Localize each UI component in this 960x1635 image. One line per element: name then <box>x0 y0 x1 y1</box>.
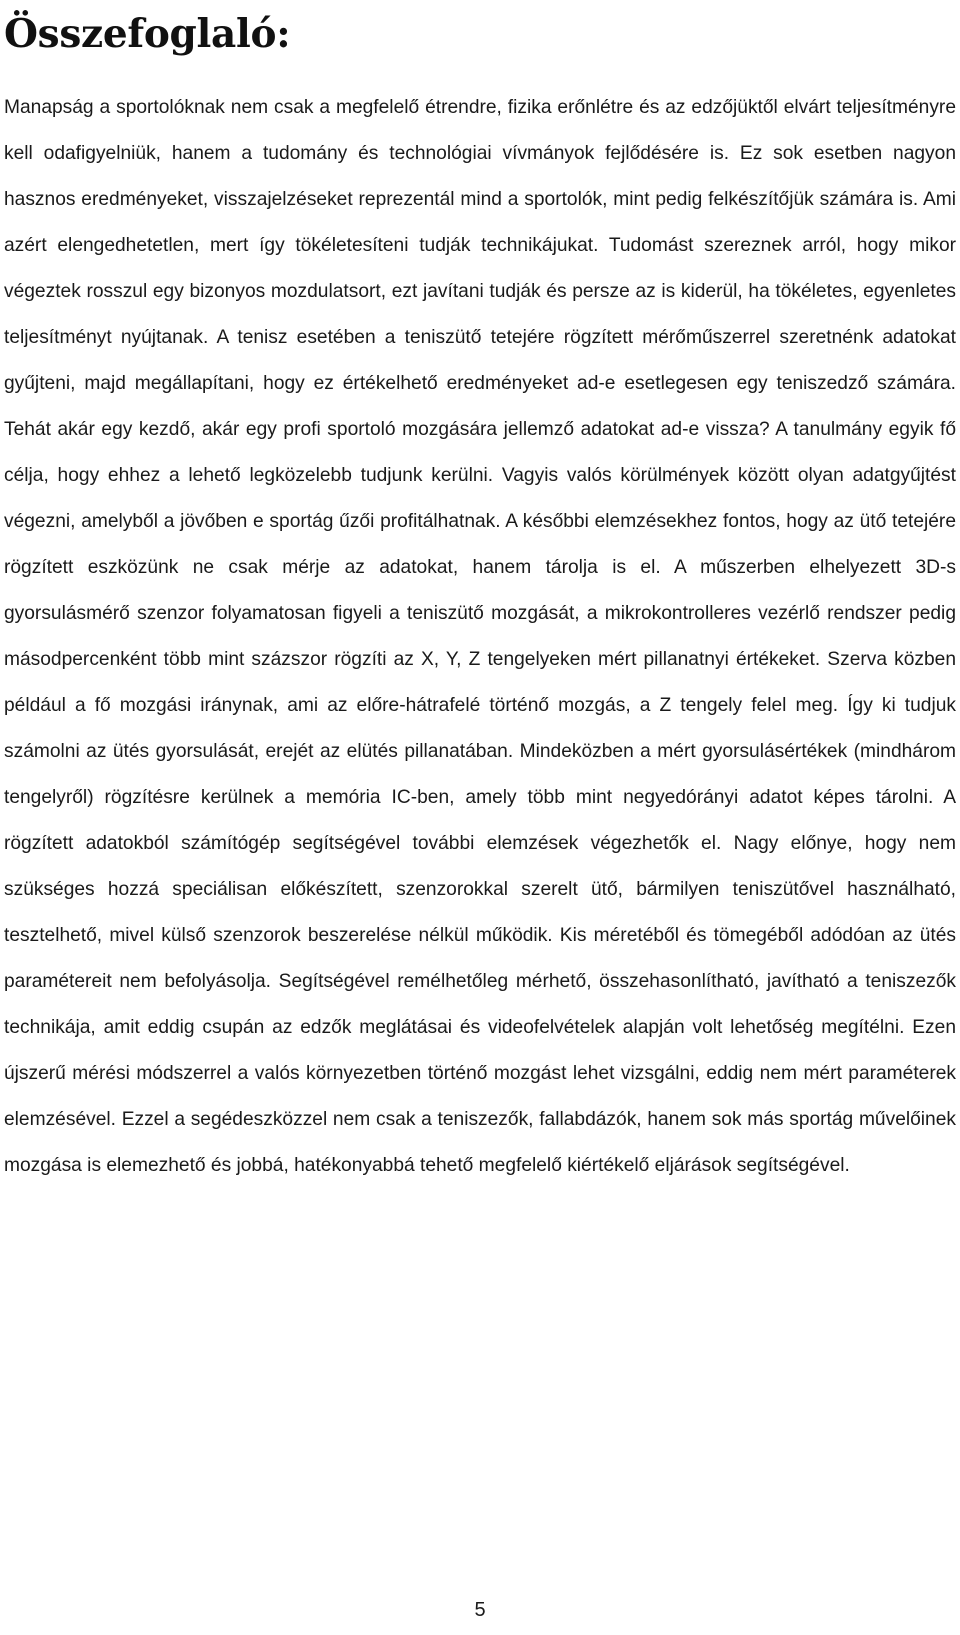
page-title: Összefoglaló: <box>4 11 291 57</box>
summary-paragraph: Manapság a sportolóknak nem csak a megfelelő étrendre, fizika erőnlétre és az edzőjüktől elvárt teljesítményre kell odafigyelniük, hanem a tudomány és technológiai vívmányok fejlődésére is. Ez sok esetben nagyon hasznos eredményeket, visszajelzéseket reprezentál mind a sportolók, mint pedig felkészítőjük számára is. Ami azért elengedhetetlen, mert így tökéletesíteni tudják technikájukat. Tudomást szereznek arról, hogy mikor végeztek rosszul egy bizonyos mozdulatsort, ezt javítani tudják és persze az is kiderül, ha tökéletes, egyenletes teljesítményt nyújtanak. A tenisz esetében a teniszütő tetejére rögzített mérőműszerrel szeretnénk adatokat gyűjteni, majd megállapítani, hogy ez értékelhető eredményeket ad-e esetlegesen egy teniszedző számára. Tehát akár egy kezdő, akár egy profi sportoló mozgására jellemző adatokat ad-e vissza? A tanulmány egyik fő célja, hogy ehhez a lehető legközelebb tudjunk kerülni. Vagyis valós körülmények között olyan adatgyűjtést végezni, amelyből a jövőben e sportág űzői profitálhatnak. A későbbi elemzésekhez fontos, hogy az ütő tetejére rögzített eszközünk ne csak mérje az adatokat, hanem tárolja is el. A műszerben elhelyezett 3D-s gyorsulásmérő szenzor folyamatosan figyeli a teniszütő mozgását, a mikrokontrolleres vezérlő rendszer pedig másodpercenként több mint százszor rögzíti az X, Y, Z tengelyeken mért pillanatnyi értékeket. Szerva közben például a fő mozgási iránynak, ami az előre-hátrafelé történő mozgás, a Z tengely felel meg. Így ki tudjuk számolni az ütés gyorsulását, erejét az elütés pillanatában. Mindeközben a mért gyorsulásértékek (mindhárom tengelyről) rögzítésre kerülnek a memória IC-ben, amely több mint negyedórányi adatot képes tárolni. A rögzített adatokból számítógép segítségével további elemzések végezhetők el. Nagy előnye, hogy nem szükséges hozzá speciálisan előkészített, szenzorokkal szerelt ütő, bármilyen teniszütővel használható, tesztelhető, mivel külső szenzorok beszerelése nélkül működik. Kis méretéből és tömegéből adódóan az ütés paramétereit nem befolyásolja. Segítségével remélhetőleg mérhető, összehasonlítható, javítható a teniszezők technikája, amit eddig csupán az edzők meglátásai és videofelvételek alapján volt lehetőség megítélni. Ezen újszerű mérési módszerrel a valós környezetben történő mozgást lehet vizsgálni, eddig nem mért paraméterek elemzésével. Ezzel a segédeszközzel nem csak a teniszezők, fallabdázók, hanem sok más sportág művelőinek mozgása is elemezhető és jobbá, hatékonyabbá tehető megfelelő kiértékelő eljárások segítségével. <box>4 97 956 1176</box>
page-number: 5 <box>474 1599 486 1621</box>
